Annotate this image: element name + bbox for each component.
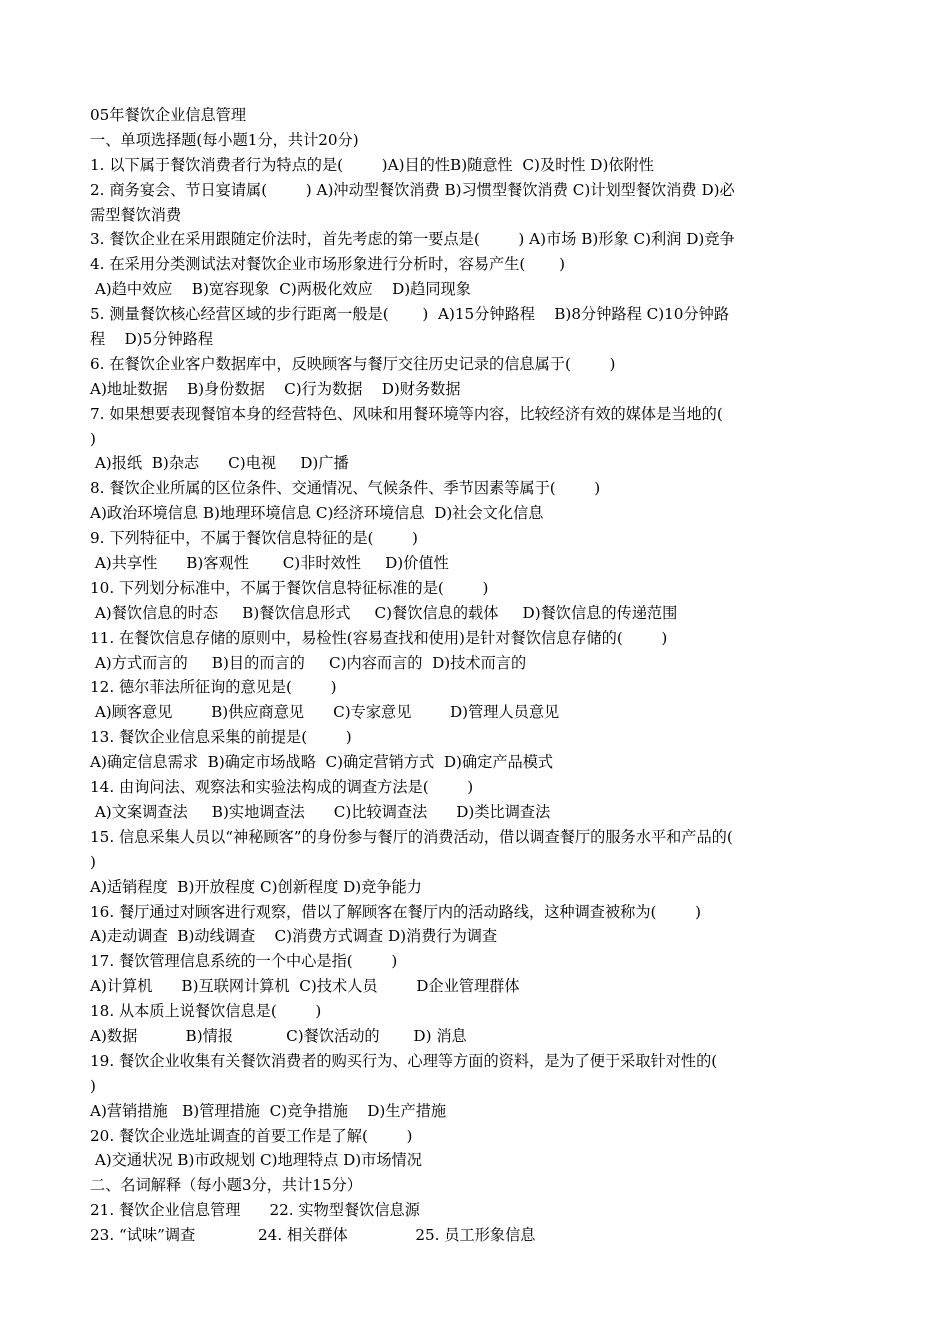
- question-11: 11. 在餐饮信息存储的原则中，易检性(容易查找和使用)是针对餐饮信息存储的( ): [90, 628, 668, 647]
- question-20: 20. 餐饮企业选址调查的首要工作是了解( ): [90, 1126, 413, 1145]
- question-15-options: A)适销程度 B)开放程度 C)创新程度 D)竞争能力: [90, 877, 422, 896]
- question-19-continued: ): [90, 1076, 96, 1095]
- question-14-options: A)文案调查法 B)实地调查法 C)比较调查法 D)类比调查法: [90, 802, 551, 821]
- question-16: 16. 餐厅通过对顾客进行观察，借以了解顾客在餐厅内的活动路线，这种调查被称为( ): [90, 902, 702, 921]
- question-13-options: A)确定信息需求 B)确定市场战略 C)确定营销方式 D)确定产品模式: [90, 753, 554, 772]
- question-2-continued: 需型餐饮消费: [90, 205, 182, 224]
- question-7-options: A)报纸 B)杂志 C)电视 D)广播: [90, 454, 349, 473]
- exam-document: [90, 103, 866, 1248]
- question-12-options: A)顾客意见 B)供应商意见 C)专家意见 D)管理人员意见: [90, 703, 560, 722]
- question-7: 7. 如果想要表现餐馆本身的经营特色、风味和用餐环境等内容，比较经济有效的媒体是当地的(: [90, 404, 723, 423]
- question-8: 8. 餐饮企业所属的区位条件、交通情况、气候条件、季节因素等属于( ): [90, 479, 601, 498]
- question-1: 1. 以下属于餐饮消费者行为特点的是( )A)目的性B)随意性 C)及时性 D)依附性: [90, 155, 654, 174]
- question-15-continued: ): [90, 852, 96, 871]
- question-15: 15. 信息采集人员以“神秘顾客”的身份参与餐厅的消费活动，借以调查餐厅的服务水平和产品的(: [90, 827, 733, 846]
- question-19: 19. 餐饮企业收集有关餐饮消费者的购买行为、心理等方面的资料，是为了便于采取针对性的(: [90, 1051, 718, 1070]
- question-9: 9. 下列特征中，不属于餐饮信息特征的是( ): [90, 529, 418, 548]
- question-13: 13. 餐饮企业信息采集的前提是( ): [90, 728, 352, 747]
- question-5-continued: 程 D)5分钟路程: [90, 330, 214, 349]
- question-6-options: A)地址数据 B)身份数据 C)行为数据 D)财务数据: [90, 379, 461, 398]
- question-17: 17. 餐饮管理信息系统的一个中心是指( ): [90, 952, 398, 971]
- terms-21-22: 21. 餐饮企业信息管理 22. 实物型餐饮信息源: [90, 1201, 420, 1220]
- question-4-options: A)趋中效应 B)宽容现象 C)两极化效应 D)趋同现象: [90, 280, 471, 299]
- question-10-options: A)餐饮信息的时态 B)餐饮信息形式 C)餐饮信息的载体 D)餐饮信息的传递范围: [90, 603, 678, 622]
- question-5: 5. 测量餐饮核心经营区域的步行距离一般是( ) A)15分钟路程 B)8分钟路程 C)10分钟路: [90, 305, 730, 324]
- question-18-options: A)数据 B)情报 C)餐饮活动的 D) 消息: [90, 1026, 467, 1045]
- terms-23-25: 23. “试味”调查 24. 相关群体 25. 员工形象信息: [90, 1226, 536, 1245]
- question-2: 2. 商务宴会、节日宴请属( ) A)冲动型餐饮消费 B)习惯型餐饮消费 C)计划型餐饮消费 D)必: [90, 180, 735, 199]
- question-9-options: A)共享性 B)客观性 C)非时效性 D)价值性: [90, 554, 449, 573]
- question-6: 6. 在餐饮企业客户数据库中，反映顾客与餐厅交往历史记录的信息属于( ): [90, 354, 616, 373]
- question-4: 4. 在采用分类测试法对餐饮企业市场形象进行分析时，容易产生( ): [90, 255, 566, 274]
- section-heading-term-explanation: 二、名词解释（每小题3分，共计15分）: [90, 1176, 362, 1195]
- question-19-options: A)营销措施 B)管理措施 C)竞争措施 D)生产措施: [90, 1101, 447, 1120]
- question-8-options: A)政治环境信息 B)地理环境信息 C)经济环境信息 D)社会文化信息: [90, 504, 544, 523]
- question-18: 18. 从本质上说餐饮信息是( ): [90, 1002, 322, 1021]
- question-3: 3. 餐饮企业在采用跟随定价法时，首先考虑的第一要点是( ) A)市场 B)形象 C)利润 D)竞争: [90, 230, 735, 249]
- question-11-options: A)方式而言的 B)目的而言的 C)内容而言的 D)技术而言的: [90, 653, 527, 672]
- question-17-options: A)计算机 B)互联网计算机 C)技术人员 D企业管理群体: [90, 977, 520, 996]
- question-7-continued: ): [90, 429, 96, 448]
- document-title: 05年餐饮企业信息管理: [90, 106, 247, 124]
- question-14: 14. 由询问法、观察法和实验法构成的调查方法是( ): [90, 778, 474, 797]
- question-10: 10. 下列划分标准中，不属于餐饮信息特征标准的是( ): [90, 578, 489, 597]
- section-heading-single-choice: 一、单项选择题(每小题1分，共计20分): [90, 130, 359, 149]
- question-12: 12. 德尔菲法所征询的意见是( ): [90, 678, 337, 697]
- question-16-options: A)走动调查 B)动线调查 C)消费方式调查 D)消费行为调查: [90, 927, 498, 946]
- question-20-options: A)交通状况 B)市政规划 C)地理特点 D)市场情况: [90, 1151, 422, 1170]
